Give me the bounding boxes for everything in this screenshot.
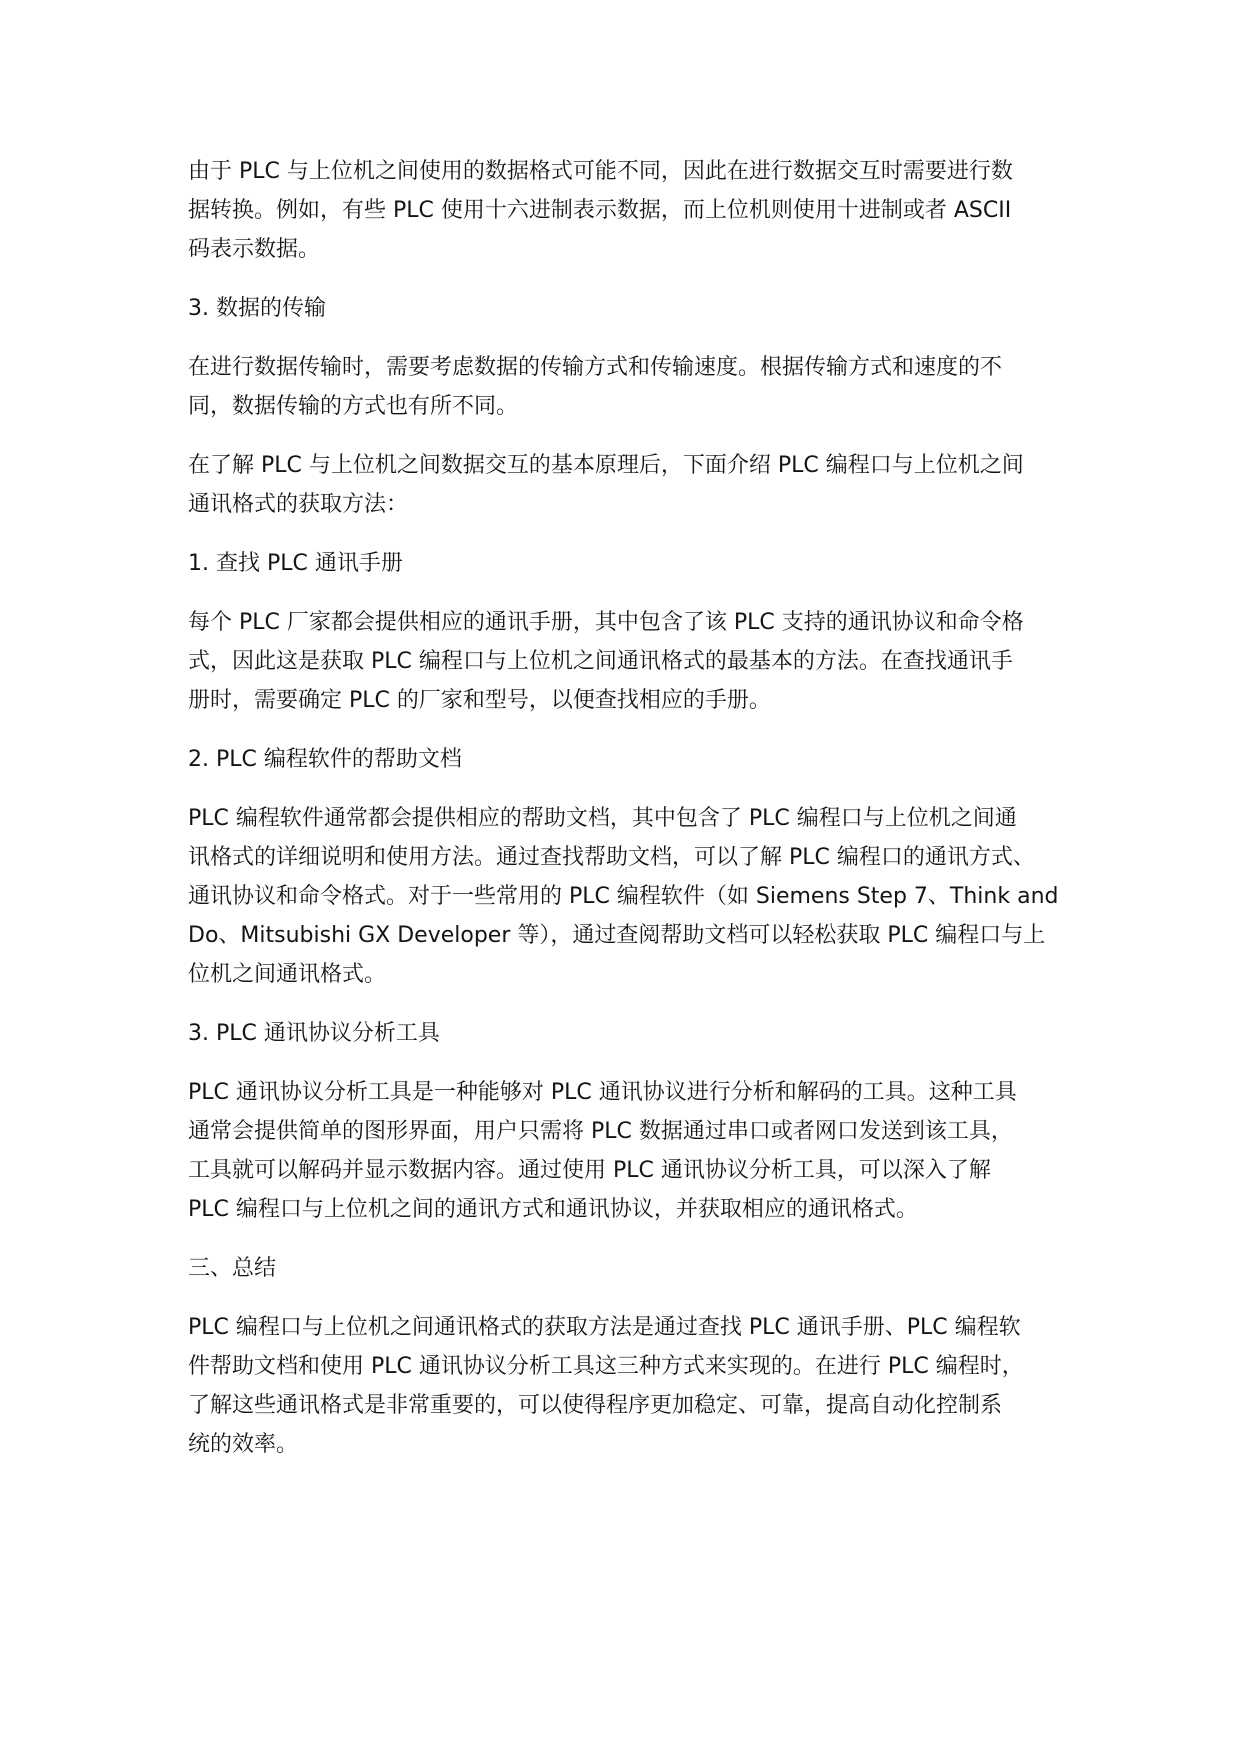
paragraph-manual: 每个 PLC 厂家都会提供相应的通讯手册，其中包含了该 PLC 支持的通讯协议和命令格 式，因此这是获取 PLC 编程口与上位机之间通讯格式的最基本的方法。在查找通讯手 册时，需要确定 PLC 的厂家和型号，以便查找相应的手册。 [188,610,1024,713]
heading-summary: 三、总结 [188,1256,277,1281]
paragraph-data-format: 由于 PLC 与上位机之间使用的数据格式可能不同，因此在进行数据交互时需要进行数 据转换。例如，有些 PLC 使用十六进制表示数据，而上位机则使用十进制或者 ASCII 码表示数据。 [188,159,1013,262]
paragraph-analyzer: PLC 通讯协议分析工具是一种能够对 PLC 通讯协议进行分析和解码的工具。这种工具 通常会提供简单的图形界面，用户只需将 PLC 数据通过串口或者网口发送到该工具， 工具就可以解码并显示数据内容。通过使用 PLC 通讯协议分析工具，可以深入了解 PLC 编程口与上位机之间的通讯方式和通讯协议，并获取相应的通讯格式。 [188,1080,1017,1222]
paragraph-intro-methods: 在了解 PLC 与上位机之间数据交互的基本原理后，下面介绍 PLC 编程口与上位机之间 通讯格式的获取方法： [188,453,1024,517]
heading-analyzer: 3. PLC 通讯协议分析工具 [188,1021,440,1046]
paragraph-transmission: 在进行数据传输时，需要考虑数据的传输方式和传输速度。根据传输方式和速度的不 同，数据传输的方式也有所不同。 [188,355,1003,419]
heading-manual: 1. 查找 PLC 通讯手册 [188,551,403,576]
document-body [188,152,1068,1464]
paragraph-summary: PLC 编程口与上位机之间通讯格式的获取方法是通过查找 PLC 通讯手册、PLC 编程软 件帮助文档和使用 PLC 通讯协议分析工具这三种方式来实现的。在进行 PLC 编程时， 了解这些通讯格式是非常重要的，可以使得程序更加稳定、可靠，提高自动化控制系 统的效率。 [188,1315,1024,1457]
heading-data-transmission: 3. 数据的传输 [188,296,326,321]
heading-help-docs: 2. PLC 编程软件的帮助文档 [188,747,462,772]
paragraph-help-docs: PLC 编程软件通常都会提供相应的帮助文档，其中包含了 PLC 编程口与上位机之间通 讯格式的详细说明和使用方法。通过查找帮助文档，可以了解 PLC 编程口的通讯方式、 通讯协议和命令格式。对于一些常用的 PLC 编程软件（如 Siemens Step 7、Think and Do、Mitsubishi GX Developer 等），通过查阅帮助文档可以轻松获取 PLC 编程口与上 位机之间通讯格式。 [188,806,1059,987]
